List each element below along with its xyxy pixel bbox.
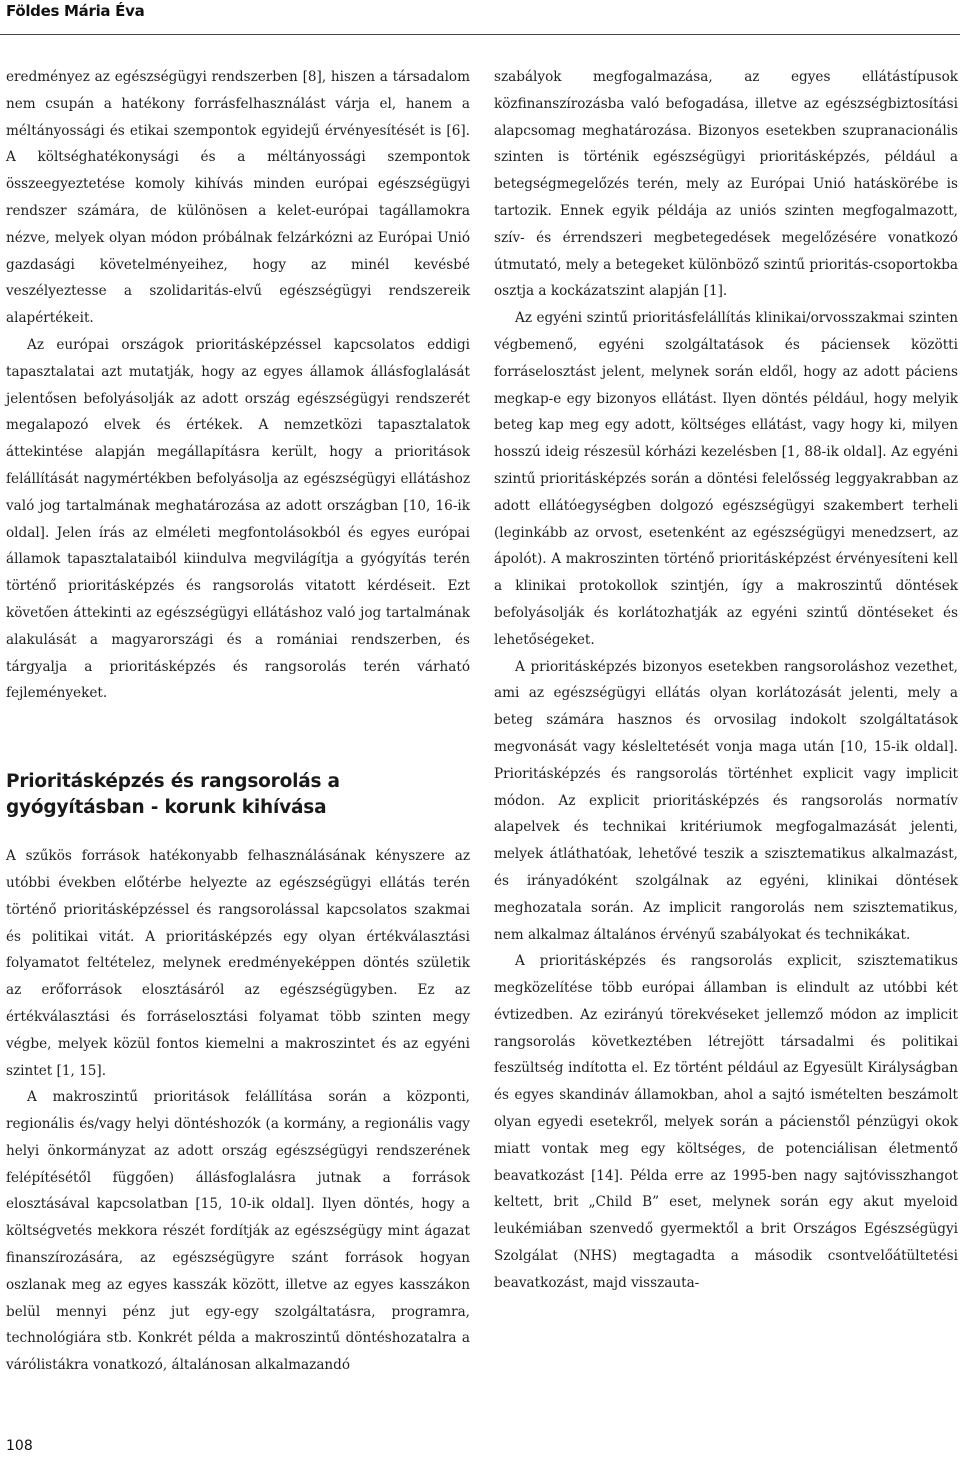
section-heading-line: Prioritásképzés és rangsorolás a [6,771,340,793]
right-column [494,64,958,1297]
header-divider [0,34,960,35]
paragraph: A prioritásképzés és rangsorolás explicit, szisztematikus megközelítése több európai államban is elindult az utóbbi két évtizedben. Az ezirányú törekvéseket jellemző módon az implicit rangsorolás következtében létrejött társadalmi és politikai feszültség indította el. Ez történt például az Egyesült Királyságban és egyes skandináv államokban, ahol a sajtó ismételten beszámolt olyan egyedi esetekről, melyek során a pácienstől pénzügyi okok miatt vontak meg egy költséges, de potenciálisan életmentő beavatkozást [14]. Példa erre az 1995-ben nagy sajtóvisszhangot keltett, brit „Child B” eset, melynek során egy akut myeloid leukémiában szenvedő gyermektől a brit Országos Egészségügyi Szolgálat (NHS) megtagadta a második csontvelőátültetési beavatkozást, majd visszauta- [494,953,958,1291]
section-heading-line: gyógyításban - korunk kihívása [6,797,327,819]
paragraph: A szűkös források hatékonyabb felhasználásának kényszere az utóbbi években előtérbe helyezte az egészségügyi ellátás terén történő prioritásképzéssel és rangsorolással kapcsolatos szakmai és politikai vitát. A prioritásképzés egy olyan értékválasztási folyamatot feltételez, melynek eredményeképpen döntés születik az erőforrások elosztásáról az egészségügyben. Ez az értékválasztási és forráselosztási folyamat több szinten megy végbe, melyek közül fontos kiemelni a makroszintet és az egyéni szintet [1, 15]. [6,848,470,1079]
section-heading [6,769,470,821]
page-number: 108 [6,1438,33,1454]
left-column [6,64,470,1379]
paragraph: eredményez az egészségügyi rendszerben [8], hiszen a társadalom nem csupán a hatékony forrásfelhasználást várja el, hanem a méltányossági és etikai szempontok egyidejű érvényesítését is [6]. A költséghatékonysági és a méltányossági szempontok összeegyeztetése komoly kihívás minden európai egészségügyi rendszer számára, de különösen a kelet-európai tagállamokra nézve, melyek olyan módon próbálnak felzárkózni az Európai Unió gazdasági követelményeihez, hogy az minél kevésbé veszélyeztesse a szolidaritás-elvű egészségügyi rendszereik alapértékeit. [6,69,470,327]
paragraph: szabályok megfogalmazása, az egyes ellátástípusok közfinanszírozásba való befogadása, illetve az egészségbiztosítási alapcsomag meghatározása. Bizonyos esetekben szupranacionális szinten is történik egészségügyi prioritásképzés, például a betegségmegelőzés terén, mely az Európai Unió hatáskörébe is tartozik. Ennek egyik példája az uniós szinten megfogalmazott, szív- és érrendszeri megbetegedések megelőzésére vonatkozó útmutató, mely a betegeket különböző szintű prioritás-csoportokba osztja a kockázatszint alapján [1]. [494,69,958,300]
paragraph: A makroszintű prioritások felállítása során a központi, regionális és/vagy helyi döntéshozók (a kormány, a regionális vagy helyi önkormányzat az adott ország egészségügyi rendszerének felépítésétől függően) állásfoglalásra jutnak a források elosztásával kapcsolatban [15, 10-ik oldal]. Ilyen döntés, hogy a költségvetés mekkora részét fordítják az egészségügy mint ágazat finanszírozására, az egészségügyre szánt források hogyan oszlanak meg az egyes kasszák között, illetve az egyes kasszákon belül mennyi pénz jut egy-egy szolgáltatásra, programra, technológiára stb. Konkrét példa a makroszintű döntéshozatalra a várólistákra vonatkozó, általánosan alkalmazandó [6,1089,470,1374]
paragraph: Az európai országok prioritásképzéssel kapcsolatos eddigi tapasztalatai azt mutatják, hogy az egyes államok állásfoglalását jelentősen befolyásolják az adott ország egészségügyi rendszerét megalapozó elvek és értékek. A nemzetközi tapasztalatok áttekintése alapján megállapításra került, hogy a prioritások felállítását nagymértékben befolyásolja az egészségügyi ellátáshoz való jog tartalmának meghatározása az adott országban [10, 16-ik oldal]. Jelen írás az elméleti megfontolásokból és egyes európai államok tapasztalataiból kiindulva megvilágítja a gyógyítás terén történő prioritásképzés és rangsorolás vitatott kérdéseit. Ezt követően áttekinti az egészségügyi ellátáshoz való jog tartalmának alakulását a magyarországi és a romániai rendszerben, és tárgyalja a prioritásképzés és rangsorolás terén várható fejleményeket. [6,336,470,702]
paragraph: Az egyéni szintű prioritásfelállítás klinikai/orvosszakmai szinten végbemenő, egyéni szolgáltatások és páciensek közötti forráselosztást jelent, melynek során eldől, hogy az adott páciens megkap-e egy bizonyos ellátást. Ilyen döntés például, hogy melyik beteg kap meg egy adott, költséges ellátást, vagy hogy ki, milyen hosszú ideig részesül kórházi kezelésben [1, 88-ik oldal]. Az egyéni szintű prioritásképzés során a döntési felelősség leggyakrabban az adott ellátóegységben dolgozó egészségügyi szakembert terheli (leginkább az orvost, esetenként az egészségügyi menedzsert, az ápolót). A makroszinten történő prioritásképzést érvényesíteni kell a klinikai protokollok szintjén, így a makroszintű döntések befolyásolják és korlátozhatják az egyéni szintű döntéseket és lehetőségeket. [494,310,958,648]
paragraph: A prioritásképzés bizonyos esetekben rangsoroláshoz vezethet, ami az egészségügyi ellátás olyan korlátozását jelenti, mely a beteg számára hasznos és orvosilag indokolt szolgáltatások megvonását vagy késleltetését vonja maga után [10, 15-ik oldal]. Prioritásképzés és rangsorolás történhet explicit vagy implicit módon. Az explicit prioritásképzés és rangsorolás normatív alapelvek és technikai kritériumok megfogalmazását jelenti, melyek átláthatóak, lehetővé teszik a szisztematikus alkalmazást, és irányadóként szolgálnak az egyéni, klinikai döntések meghozatala során. Az implicit rangorolás nem szisztematikus, nem alkalmaz általános érvényű szabályokat és technikákat. [494,658,958,943]
running-head-author: Földes Mária Éva [6,2,145,20]
